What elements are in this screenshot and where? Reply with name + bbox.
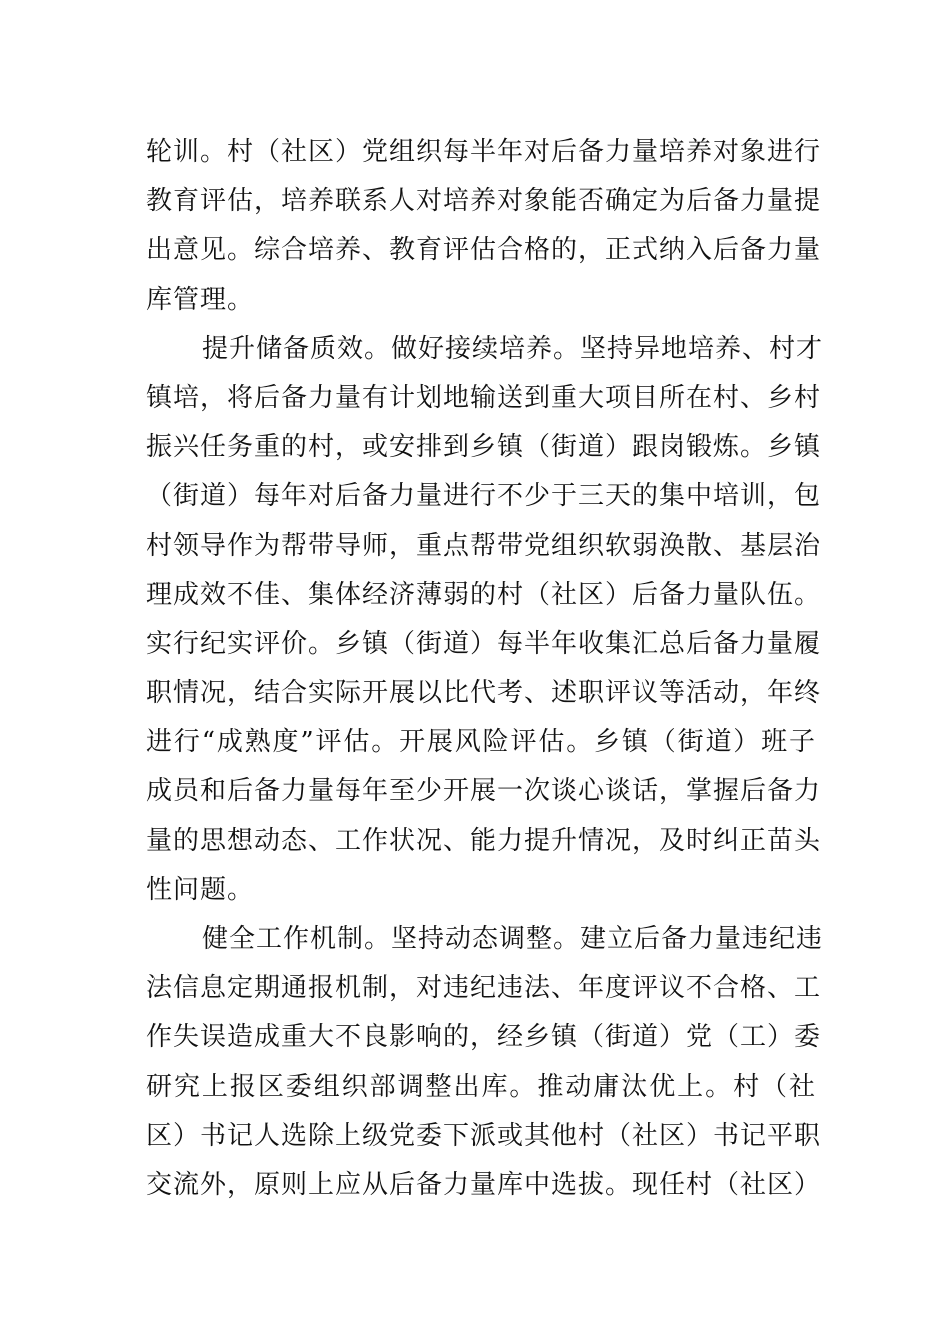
text-line: 实行纪实评价。乡镇（街道）每半年收集汇总后备力量履 (146, 628, 822, 659)
text-line: 进行“成熟度”评估。开展风险评估。乡镇（街道）班子 (146, 727, 816, 758)
text-line: 职情况，结合实际开展以比代考、述职评议等活动，年终 (146, 678, 822, 709)
text-line: 出意见。综合培养、教育评估合格的，正式纳入后备力量 (146, 235, 822, 266)
text-line: 作失误造成重大不良影响的，经乡镇（街道）党（工）委 (146, 1022, 822, 1053)
body-text (146, 128, 824, 1210)
text-line: 成员和后备力量每年至少开展一次谈心谈话，掌握后备力 (146, 776, 822, 807)
paragraph-first-line: 提升储备质效。做好接续培养。坚持异地培养、村才 (202, 333, 824, 364)
text-line: 量的思想动态、工作状况、能力提升情况，及时纠正苗头 (146, 825, 822, 856)
text-line: （街道）每年对后备力量进行不少于三天的集中培训，包 (146, 481, 822, 512)
text-line: 镇培，将后备力量有计划地输送到重大项目所在村、乡村 (146, 382, 822, 413)
text-line: 法信息定期通报机制，对违纪违法、年度评议不合格、工 (146, 973, 822, 1004)
text-line: 教育评估，培养联系人对培养对象能否确定为后备力量提 (146, 186, 822, 217)
text-line: 理成效不佳、集体经济薄弱的村（社区）后备力量队伍。 (146, 579, 822, 610)
text-line: 村领导作为帮带导师，重点帮带党组织软弱涣散、基层治 (146, 530, 822, 561)
text-line: 性问题。 (146, 874, 255, 905)
text-line: 振兴任务重的村，或安排到乡镇（街道）跟岗锻炼。乡镇 (146, 432, 822, 463)
paragraph-first-line: 健全工作机制。坚持动态调整。建立后备力量违纪违 (202, 924, 824, 954)
text-line: 区）书记人选除上级党委下派或其他村（社区）书记平职 (146, 1120, 822, 1151)
text-line: 交流外，原则上应从后备力量库中选拔。现任村（社区） (146, 1169, 822, 1200)
text-line: 轮训。村（社区）党组织每半年对后备力量培养对象进行 (146, 137, 822, 167)
text-line: 研究上报区委组织部调整出库。推动庸汰优上。村（社 (146, 1071, 816, 1102)
text-line: 库管理。 (146, 284, 255, 315)
